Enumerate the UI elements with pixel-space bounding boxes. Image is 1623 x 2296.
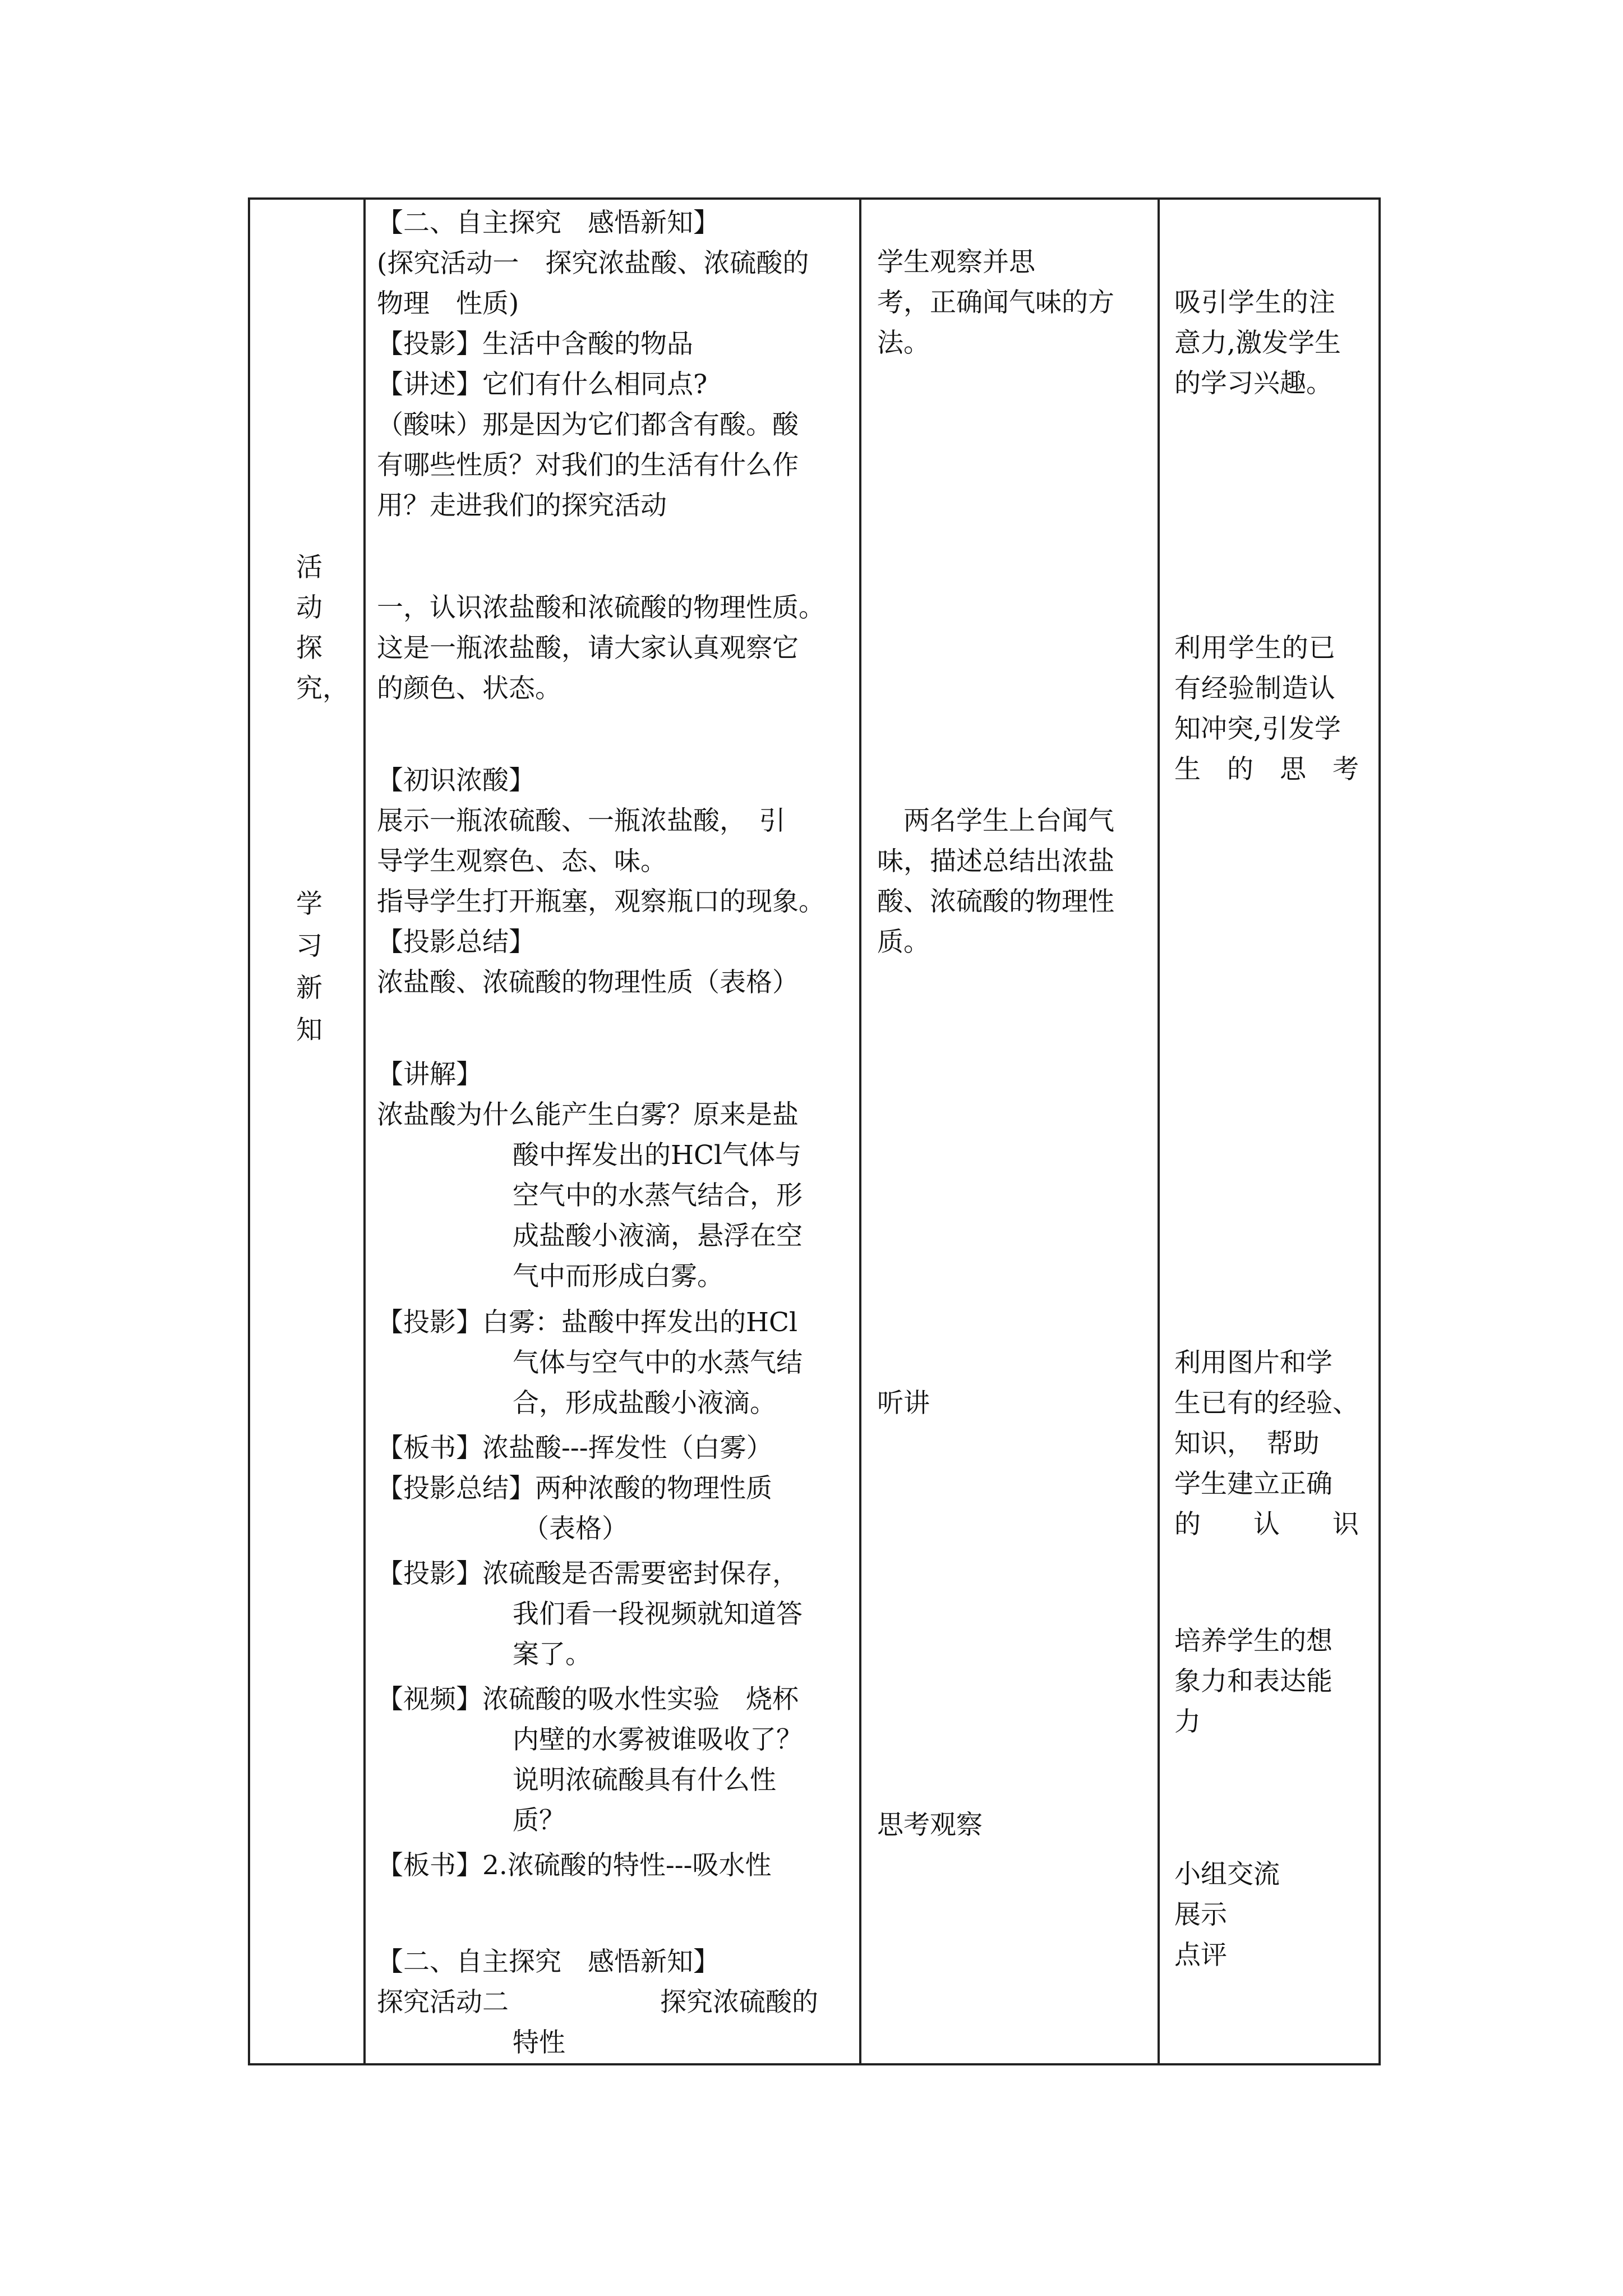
- teacher-line: 浓盐酸、浓硫酸的物理性质（表格）: [377, 967, 799, 998]
- teacher-line: 成盐酸小液滴，悬浮在空: [513, 1221, 803, 1251]
- intent-line: 小组交流: [1174, 1859, 1280, 1890]
- teacher-line: 说明浓硫酸具有什么性: [513, 1765, 776, 1796]
- intent-line: 的 认 识: [1174, 1509, 1359, 1540]
- teacher-line: 展示一瓶浓硫酸、一瓶浓盐酸， 引: [377, 806, 786, 836]
- intent-line: 利用学生的已: [1174, 633, 1336, 664]
- teacher-line: 【初识浓酸】: [377, 765, 535, 796]
- intent-line: 展示: [1174, 1899, 1227, 1930]
- intent-line: 生已有的经验、: [1174, 1388, 1359, 1419]
- student-line: 两名学生上台闻气: [903, 806, 1114, 836]
- stage-char: 活: [296, 552, 322, 583]
- student-line: 法。: [877, 328, 930, 358]
- student-line: 酸、浓硫酸的物理性: [877, 886, 1114, 917]
- stage-char: 动: [296, 592, 322, 623]
- teacher-line: （表格）: [523, 1513, 628, 1544]
- student-line: 考，正确闻气味的方: [877, 287, 1114, 318]
- teacher-line: 物理 性质): [377, 288, 519, 319]
- teacher-line: 导学生观察色、态、味。: [377, 846, 667, 877]
- teacher-line: 特性: [513, 2027, 565, 2058]
- intent-line: 象力和表达能: [1174, 1666, 1332, 1697]
- teacher-line: 【投影】生活中含酸的物品: [377, 329, 693, 360]
- teacher-line: 一，认识浓盐酸和浓硫酸的物理性质。: [377, 592, 825, 623]
- stage-char: 习: [296, 931, 322, 961]
- intent-line: 点评: [1174, 1940, 1227, 1971]
- teacher-activity-column: [366, 200, 861, 2063]
- teacher-line: (探究活动一 探究浓盐酸、浓硫酸的: [377, 248, 809, 279]
- student-line: 学生观察并思: [877, 247, 1035, 278]
- intent-line: 有经验制造认: [1174, 673, 1336, 704]
- intent-line: 吸引学生的注: [1174, 287, 1336, 318]
- teacher-line: 【视频】浓硫酸的吸水性实验 烧杯: [377, 1684, 799, 1715]
- teacher-line: 探究浓硫酸的: [660, 1987, 818, 2018]
- teacher-line: 指导学生打开瓶塞，观察瓶口的现象。: [377, 886, 825, 917]
- teacher-line: 合，形成盐酸小液滴。: [513, 1388, 776, 1419]
- intent-line: 知冲突,引发学: [1174, 714, 1341, 744]
- intent-line: 意力,激发学生: [1174, 328, 1341, 358]
- student-line: 思考观察: [877, 1810, 983, 1841]
- student-line: 味，描述总结出浓盐: [877, 846, 1114, 877]
- teacher-line: 探究活动二: [377, 1987, 509, 2018]
- stage-char: 知: [296, 1015, 322, 1046]
- teacher-line: 【投影总结】两种浓酸的物理性质: [377, 1473, 772, 1504]
- teacher-line: 酸中挥发出的HCl气体与: [513, 1140, 801, 1171]
- teacher-line: 空气中的水蒸气结合，形: [513, 1180, 803, 1211]
- teacher-line: 【投影】白雾：盐酸中挥发出的HCl: [377, 1307, 797, 1338]
- intent-line: 的学习兴趣。: [1174, 368, 1332, 399]
- teacher-line: 我们看一段视频就知道答: [513, 1599, 803, 1630]
- stage-char: 究，: [296, 673, 349, 704]
- student-line: 质。: [877, 927, 930, 958]
- teacher-line: 内壁的水雾被谁吸收了？: [513, 1724, 803, 1755]
- intent-line: 知识， 帮助: [1174, 1428, 1320, 1459]
- stage-char: 新: [296, 973, 322, 1004]
- teacher-line: 【板书】浓盐酸---挥发性（白雾）: [377, 1433, 773, 1464]
- intent-line: 力: [1174, 1706, 1201, 1737]
- student-line: 听讲: [877, 1388, 930, 1419]
- intent-line: 生 的 思 考: [1174, 754, 1359, 785]
- stage-column: [250, 200, 366, 2063]
- teacher-line: 这是一瓶浓盐酸，请大家认真观察它: [377, 633, 799, 664]
- intent-line: 利用图片和学: [1174, 1347, 1332, 1378]
- design-intent-column: [1160, 200, 1378, 2063]
- teacher-line: 气体与空气中的水蒸气结: [513, 1347, 803, 1378]
- teacher-line: 【投影总结】: [377, 927, 535, 958]
- teacher-line: 浓盐酸为什么能产生白雾？原来是盐: [377, 1099, 799, 1130]
- stage-char: 探: [296, 633, 322, 664]
- teacher-line: 案了。: [513, 1639, 592, 1670]
- teacher-line: 质？: [513, 1805, 565, 1836]
- teacher-line: 【讲解】: [377, 1059, 482, 1090]
- teacher-line: 气中而形成白雾。: [513, 1261, 723, 1292]
- intent-line: 培养学生的想: [1174, 1626, 1332, 1657]
- teacher-line: 的颜色、状态。: [377, 673, 561, 704]
- teacher-line: （酸味）那是因为它们都含有酸。酸: [377, 409, 799, 440]
- lesson-plan-table: [248, 197, 1381, 2065]
- teacher-line: 【讲述】它们有什么相同点?: [377, 369, 708, 400]
- teacher-line: 【二、自主探究 感悟新知】: [377, 1947, 720, 1977]
- intent-line: 学生建立正确: [1174, 1469, 1332, 1499]
- student-activity-column: [861, 200, 1160, 2063]
- stage-char: 学: [296, 889, 322, 919]
- teacher-line: 【板书】2.浓硫酸的特性---吸水性: [377, 1850, 772, 1881]
- teacher-line: 【二、自主探究 感悟新知】: [377, 208, 720, 238]
- teacher-line: 用？走进我们的探究活动: [377, 490, 667, 521]
- teacher-line: 【投影】浓硫酸是否需要密封保存，: [377, 1558, 799, 1589]
- teacher-line: 有哪些性质？对我们的生活有什么作: [377, 450, 799, 481]
